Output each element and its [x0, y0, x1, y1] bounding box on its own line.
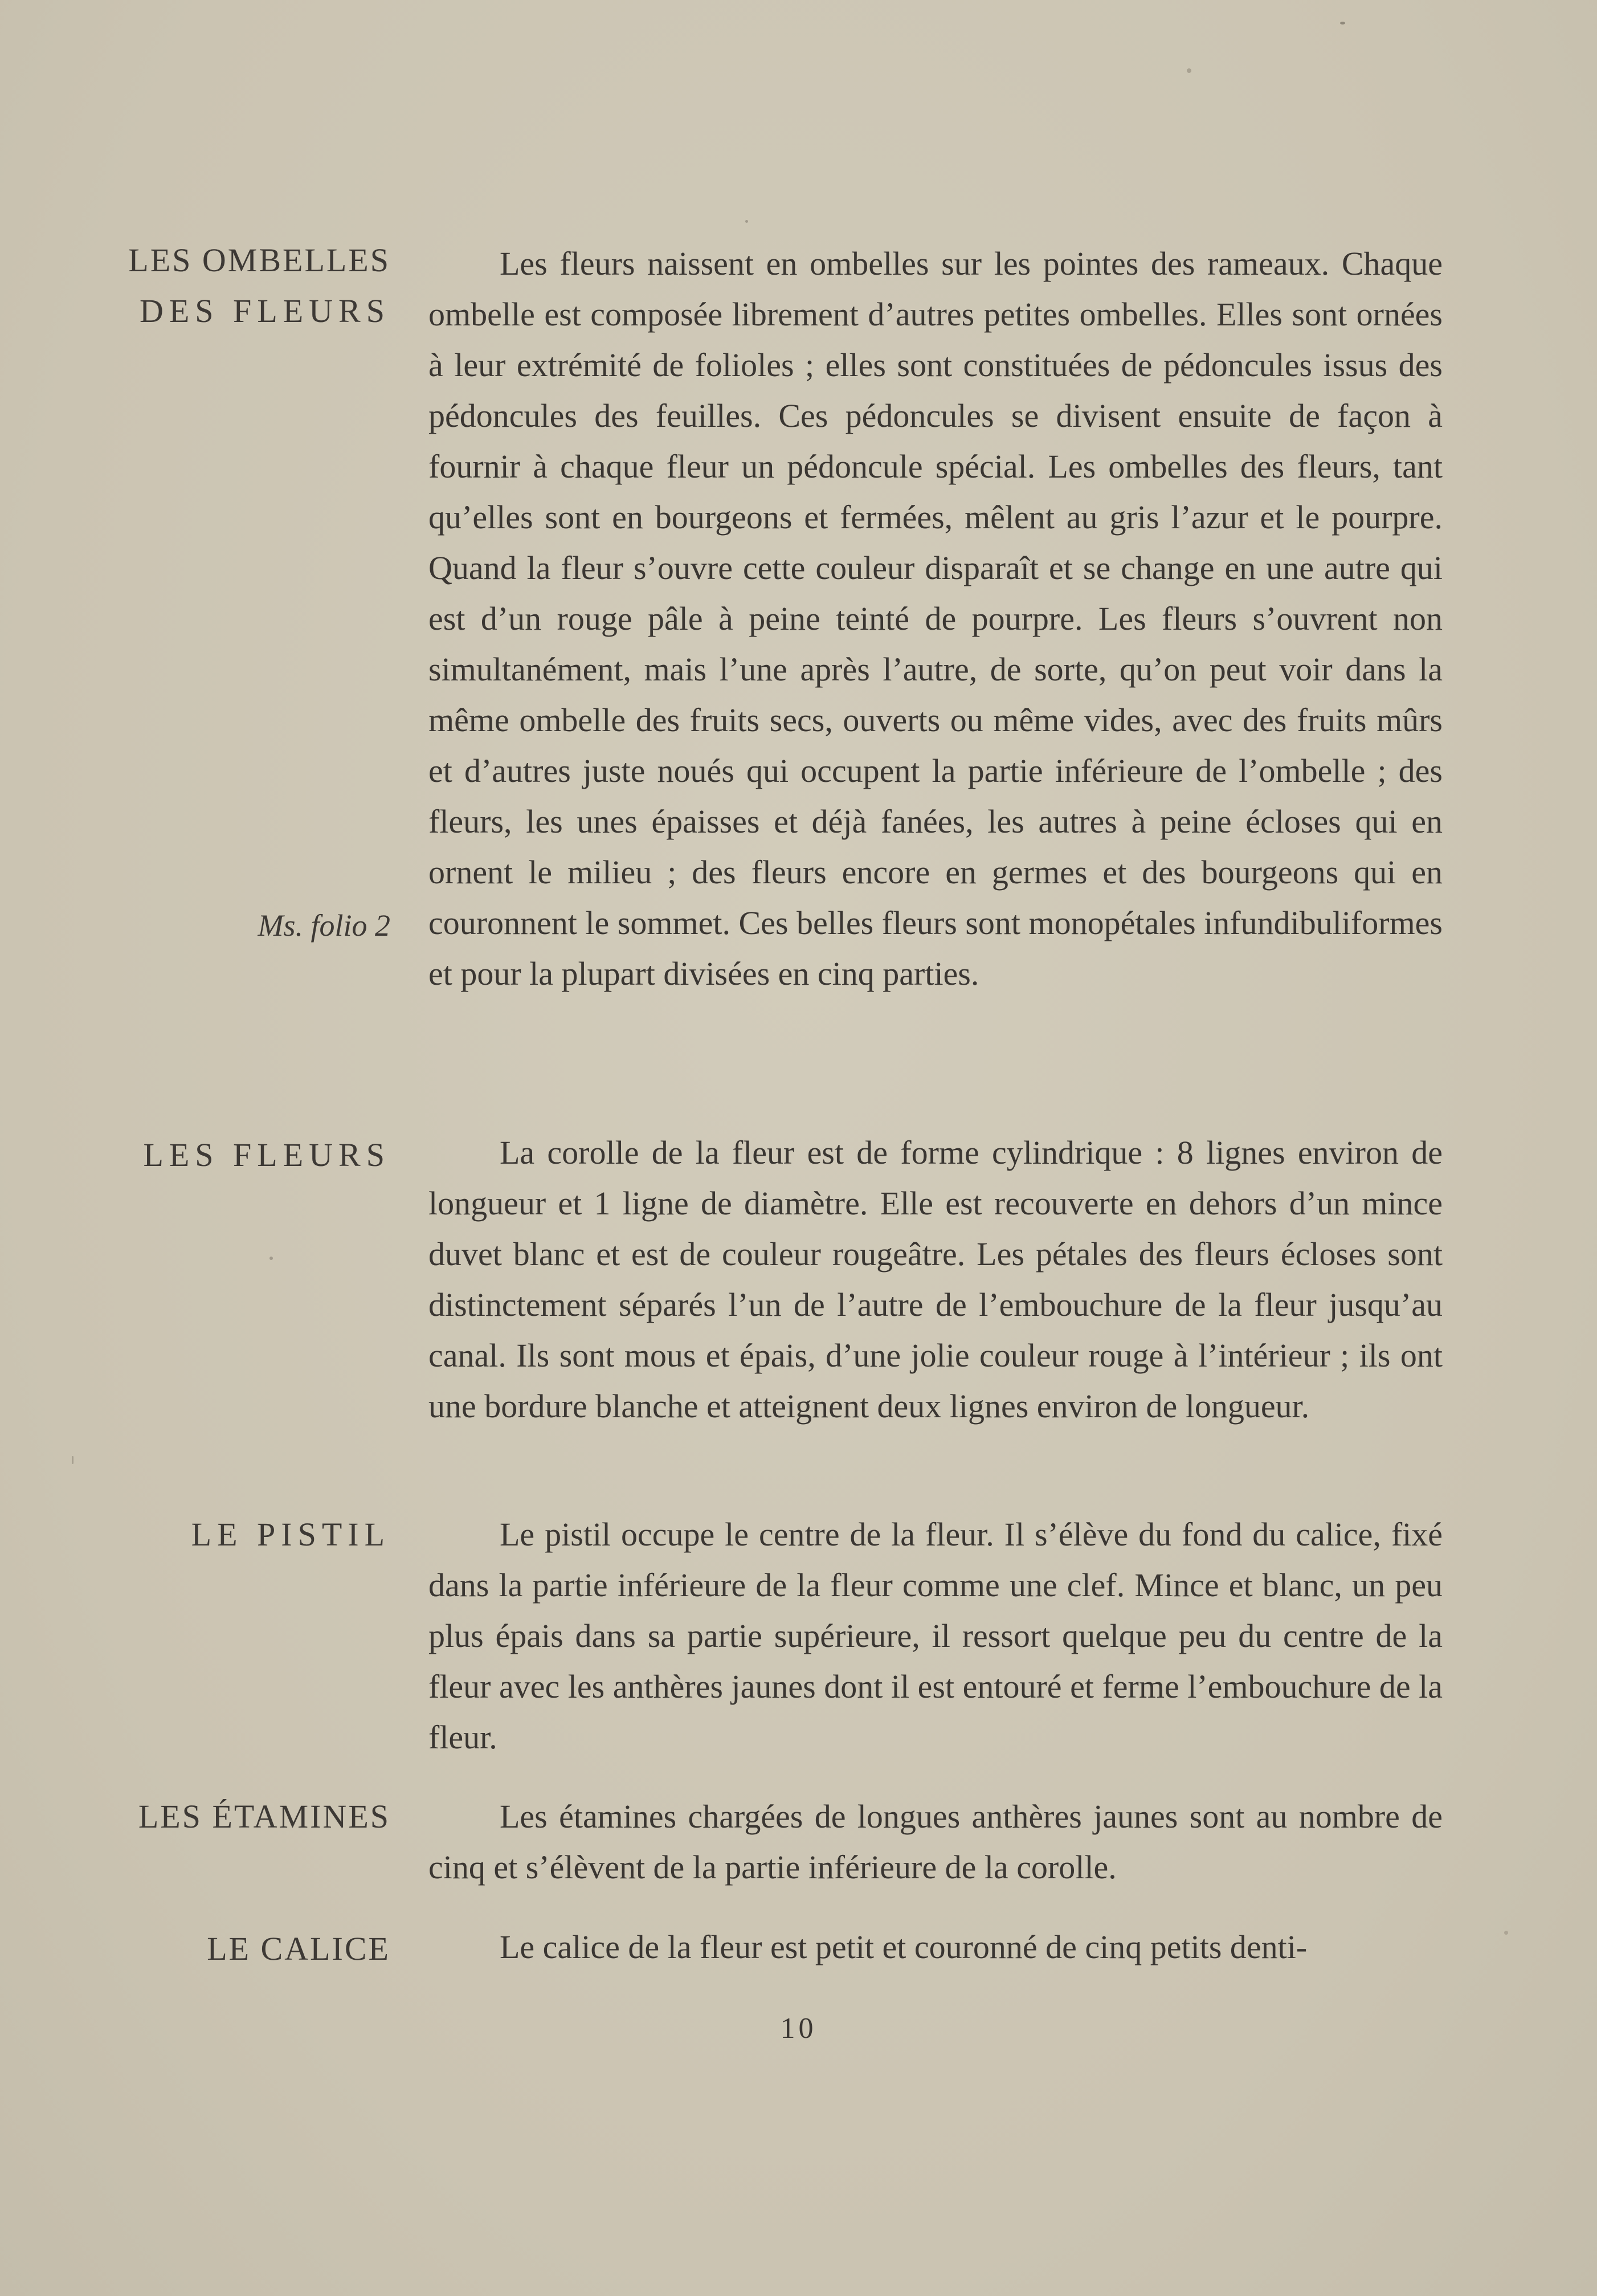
- paragraph-etamines: Les étamines chargées de longues anthères jaunes sont au nombre de cinq et s’élèvent de la partie inférieure de la corolle.: [428, 1798, 1443, 1886]
- page-number: 10: [780, 2012, 817, 2045]
- section-label-fleurs: LES FLEURS: [143, 1136, 390, 1173]
- paragraph-ombelles: Les fleurs naissent en ombelles sur les pointes des rameaux. Chaque ombelle est composée librement d’autres petites ombelles. Elles sont ornées à leur extrémité de folioles ; elles sont constituées de pédoncules issus des pédoncules des feuilles. Ces pédoncules se divisent ensuite de façon à fournir à chaque fleur un pédoncule spécial. Les ombelles des fleurs, tant qu’elles sont en bourgeons et fermées, mêlent au gris l’azur et le pourpre. Quand la fleur s’ouvre cette couleur disparaît et se change en une autre qui est d’un rouge pâle à peine teinté de pourpre. Les fleurs s’ouvrent non simultanément, mais l’une après l’autre, de sorte, qu’on peut voir dans la même ombelle des fruits secs, ouverts ou même vides, avec des fruits mûrs et d’autres juste noués qui occupent la partie inférieure de l’ombelle ; des fleurs, les unes épaisses et déjà fanées, les autres à peine écloses qui en ornent le milieu ; des fleurs encore en germes et des bourgeons qui en couronnent le sommet. Ces belles fleurs sont monopétales infundibuliformes et pour la plupart divisées en cinq parties.: [428, 245, 1443, 992]
- paper-speck: [1504, 1931, 1508, 1935]
- section-label-pistil: LE PISTIL: [191, 1516, 390, 1553]
- section-label-des-fleurs: DES FLEURS: [139, 292, 390, 329]
- section-label-calice: LE CALICE: [207, 1930, 390, 1967]
- paper-speck: [745, 220, 748, 223]
- paragraph-fleurs: La corolle de la fleur est de forme cylindrique : 8 lignes environ de longueur et 1 ligne de diamètre. Elle est recouverte en dehors d’un mince duvet blanc et est de couleur rougeâtre. Les pétales des fleurs écloses sont distinctement séparés l’un de l’autre de l’embouchure de la fleur jusqu’au canal. Ils sont mous et épais, d’une jolie couleur rouge à l’intérieur ; ils ont une bordure blanche et atteignent deux lignes environ de longueur.: [428, 1134, 1443, 1425]
- section-label-ombelles: LES OMBELLES: [128, 242, 390, 279]
- margin-note-manuscript-folio: Ms. folio 2: [258, 908, 390, 943]
- paper-speck: [1340, 22, 1345, 25]
- paper-speck: [269, 1257, 273, 1260]
- paper-speck: [72, 1456, 73, 1464]
- paper-speck: [1187, 68, 1191, 73]
- paragraph-pistil: Le pistil occupe le centre de la fleur. Il s’élève du fond du calice, fixé dans la partie inférieure de la fleur comme une clef. Mince et blanc, un peu plus épais dans sa partie supérieure, il ressort quelque peu du centre de la fleur avec les anthères jaunes dont il est entouré et ferme l’embouchure de la fleur.: [428, 1516, 1443, 1756]
- section-label-etamines: LES ÉTAMINES: [138, 1798, 390, 1835]
- paragraph-calice: Le calice de la fleur est petit et couronné de cinq petits denti-: [500, 1928, 1308, 1965]
